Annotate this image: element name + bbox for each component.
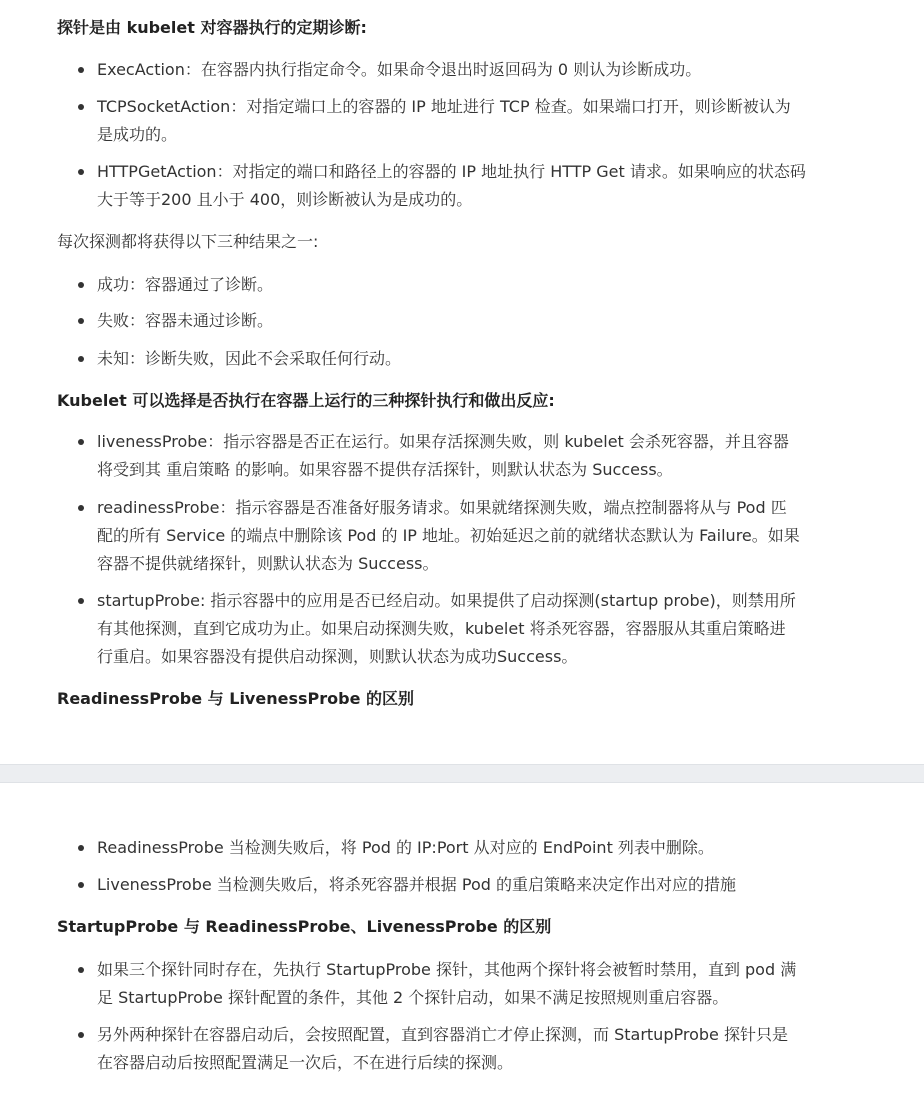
bullet-icon xyxy=(78,67,84,73)
list-item-readiness-difference xyxy=(97,834,862,862)
list-item-other-probes xyxy=(97,1021,862,1077)
list-item-line: ExecAction：在容器内执行指定命令。如果命令退出时返回码为 0 则认为诊断成功。 xyxy=(97,60,702,79)
list-item-http-get-action xyxy=(97,158,862,214)
page-break xyxy=(0,764,924,783)
list-item-success xyxy=(97,271,862,299)
list-item-line: 将受到其 重启策略 的影响。如果容器不提供存活探针，则默认状态为 Success。 xyxy=(97,460,673,479)
bullet-icon xyxy=(78,282,84,288)
bullet-icon xyxy=(78,505,84,511)
list-item-line: 是成功的。 xyxy=(97,125,178,144)
list-item-line: 未知：诊断失败，因此不会采取任何行动。 xyxy=(97,349,402,368)
kubelet-probes-heading: Kubelet 可以选择是否执行在容器上运行的三种探针执行和做出反应: xyxy=(57,391,555,410)
list-item-startup-probe xyxy=(97,587,862,671)
list-item-line: 在容器启动后按照配置满足一次后，不在进行后续的探测。 xyxy=(97,1053,514,1072)
list-item-line: 如果三个探针同时存在，先执行 StartupProbe 探针，其他两个探针将会被暂时禁用，直到 pod 满 xyxy=(97,960,797,979)
bullet-icon xyxy=(78,1032,84,1038)
bullet-icon xyxy=(78,104,84,110)
document-page-2 xyxy=(0,783,924,1095)
list-item-line: 成功：容器通过了诊断。 xyxy=(97,275,274,294)
list-item-line: ReadinessProbe 当检测失败后，将 Pod 的 IP:Port 从对应的 EndPoint 列表中删除。 xyxy=(97,838,714,857)
bullet-icon xyxy=(78,439,84,445)
list-item-line: 失败：容器未通过诊断。 xyxy=(97,311,274,330)
bullet-icon xyxy=(78,169,84,175)
list-item-line: readinessProbe：指示容器是否准备好服务请求。如果就绪探测失败，端点控制器将从与 Pod 匹 xyxy=(97,498,787,517)
bullet-icon xyxy=(78,318,84,324)
bullet-icon xyxy=(78,356,84,362)
list-item-line: 配的所有 Service 的端点中删除该 Pod 的 IP 地址。初始延迟之前的就绪状态默认为 Failure。如果 xyxy=(97,526,800,545)
list-item-readiness-probe xyxy=(97,494,862,578)
list-item-liveness-probe xyxy=(97,428,862,484)
list-item-line: livenessProbe：指示容器是否正在运行。如果存活探测失败，则 kubelet 会杀死容器，并且容器 xyxy=(97,432,789,451)
list-item-line: 大于等于200 且小于 400，则诊断被认为是成功的。 xyxy=(97,190,473,209)
list-item-line: startupProbe: 指示容器中的应用是否已经启动。如果提供了启动探测(startup probe)，则禁用所 xyxy=(97,591,796,610)
bullet-icon xyxy=(78,845,84,851)
bullet-icon xyxy=(78,598,84,604)
list-item-line: LivenessProbe 当检测失败后，将杀死容器并根据 Pod 的重启策略来决定作出对应的措施 xyxy=(97,875,736,894)
readiness-vs-liveness-heading: ReadinessProbe 与 LivenessProbe 的区别 xyxy=(57,689,414,708)
list-item-line: 行重启。如果容器没有提供启动探测，则默认状态为成功Success。 xyxy=(97,647,578,666)
list-item-unknown xyxy=(97,345,862,373)
list-item-line: 有其他探测，直到它成功为止。如果启动探测失败，kubelet 将杀死容器，容器服从其重启策略进 xyxy=(97,619,786,638)
list-item-exec-action xyxy=(97,56,862,84)
list-item-line: 足 StartupProbe 探针配置的条件，其他 2 个探针启动，如果不满足按照规则重启容器。 xyxy=(97,988,729,1007)
list-item-failure xyxy=(97,307,862,335)
list-item-startup-first xyxy=(97,956,862,1012)
list-item-tcp-socket-action xyxy=(97,93,862,149)
list-item-line: 容器不提供就绪探针，则默认状态为 Success。 xyxy=(97,554,439,573)
list-item-line: TCPSocketAction：对指定端口上的容器的 IP 地址进行 TCP 检查。如果端口打开，则诊断被认为 xyxy=(97,97,791,116)
list-item-line: HTTPGetAction：对指定的端口和路径上的容器的 IP 地址执行 HTTP Get 请求。如果响应的状态码 xyxy=(97,162,806,181)
probe-results-intro: 每次探测都将获得以下三种结果之一: xyxy=(57,232,319,251)
bullet-icon xyxy=(78,882,84,888)
list-item-liveness-difference xyxy=(97,871,862,899)
bullet-icon xyxy=(78,967,84,973)
startup-vs-others-heading: StartupProbe 与 ReadinessProbe、LivenessProbe 的区别 xyxy=(57,917,552,936)
list-item-line: 另外两种探针在容器启动后，会按照配置，直到容器消亡才停止探测，而 StartupProbe 探针只是 xyxy=(97,1025,788,1044)
probe-definition-heading: 探针是由 kubelet 对容器执行的定期诊断: xyxy=(57,18,367,37)
